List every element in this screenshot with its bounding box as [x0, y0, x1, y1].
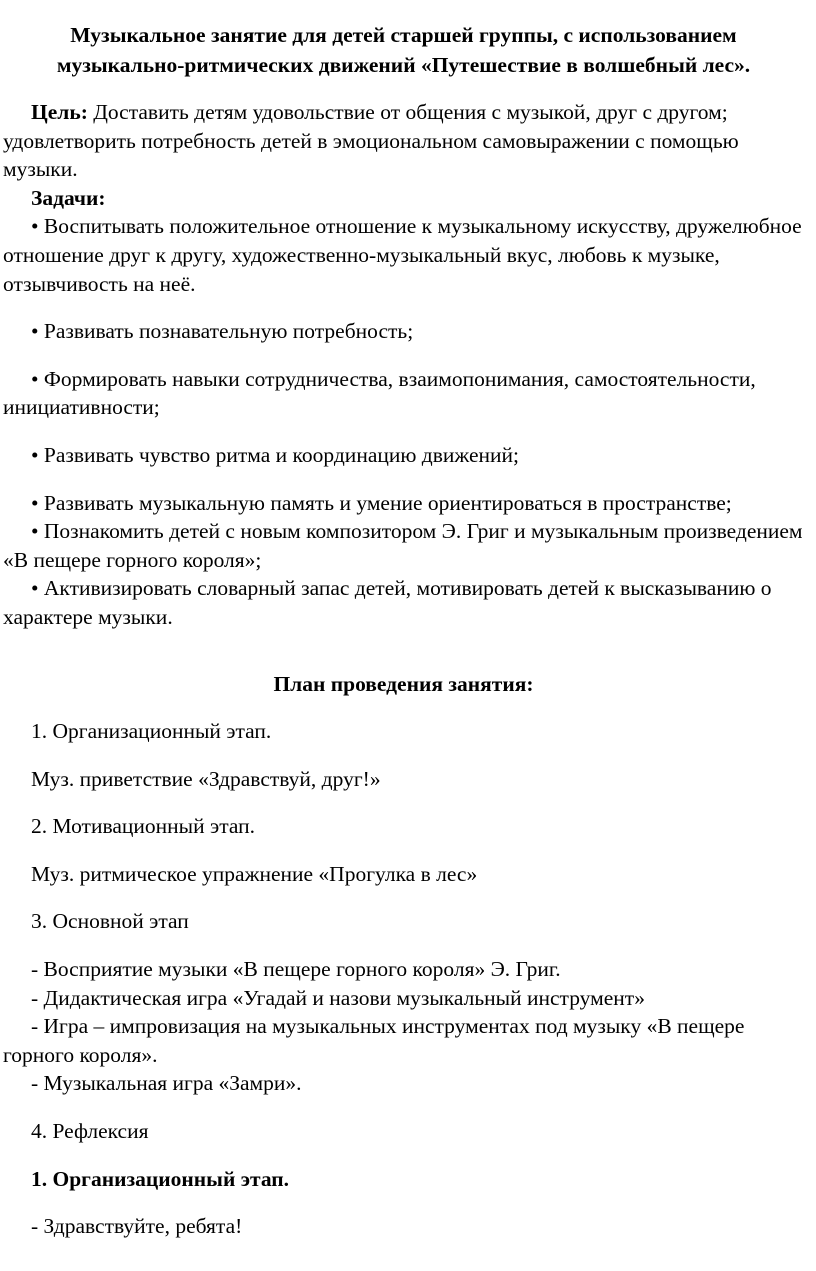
- goal-label: Цель:: [31, 100, 88, 124]
- task-item-3: • Формировать навыки сотрудничества, взаимопонимания, самостоятельности, инициативности;: [3, 366, 756, 420]
- plan-heading: План проведения занятия:: [273, 671, 534, 696]
- document-title-line-1: Музыкальное занятие для детей старшей группы, с использованием: [70, 23, 737, 47]
- goal-text: Доставить детям удовольствие от общения с музыкой, друг с другом; удовлетворить потребность детей в эмоциональном самовыражении с помощью музыки.: [3, 100, 739, 182]
- plan-step-2: 2. Мотивационный этап.: [31, 814, 255, 839]
- plan-step-3: 3. Основной этап: [31, 909, 189, 934]
- task-item-1: • Воспитывать положительное отношение к музыкальному искусству, дружелюбное отношение друг к другу, художественно-музыкальный вкус, любовь к музыке, отзывчивость на неё.: [3, 214, 802, 296]
- task-item-5: • Развивать музыкальную память и умение ориентироваться в пространстве;: [31, 490, 732, 515]
- plan-step-3-item-4: - Музыкальная игра «Замри».: [31, 1071, 302, 1096]
- plan-step-2-detail: Муз. ритмическое упражнение «Прогулка в лес»: [31, 861, 478, 886]
- plan-step-1: 1. Организационный этап.: [31, 719, 272, 744]
- task-item-7: • Активизировать словарный запас детей, мотивировать детей к высказыванию о характере музыки.: [3, 576, 772, 629]
- section-1-heading: 1. Организационный этап.: [31, 1166, 290, 1191]
- task-item-6: • Познакомить детей с новым композитором Э. Григ и музыкальным произведением «В пещере горного короля»;: [3, 519, 803, 572]
- task-item-4: • Развивать чувство ритма и координацию движений;: [31, 442, 520, 467]
- task-item-2: • Развивать познавательную потребность;: [31, 319, 414, 344]
- plan-step-1-detail: Муз. приветствие «Здравствуй, друг!»: [31, 766, 381, 791]
- tasks-label: Задачи:: [31, 185, 106, 210]
- plan-step-3-item-3: - Игра – импровизация на музыкальных инструментах под музыку «В пещере горного короля».: [3, 1014, 745, 1067]
- document-title-line-2: музыкально-ритмических движений «Путешествие в волшебный лес».: [56, 53, 751, 77]
- plan-step-4: 4. Рефлексия: [31, 1119, 149, 1144]
- plan-step-3-item-1: - Восприятие музыки «В пещере горного короля» Э. Григ.: [31, 957, 561, 982]
- plan-step-3-item-2: - Дидактическая игра «Угадай и назови музыкальный инструмент»: [31, 985, 645, 1010]
- goal-paragraph: [3, 98, 804, 184]
- greeting-line: - Здравствуйте, ребята!: [31, 1214, 243, 1239]
